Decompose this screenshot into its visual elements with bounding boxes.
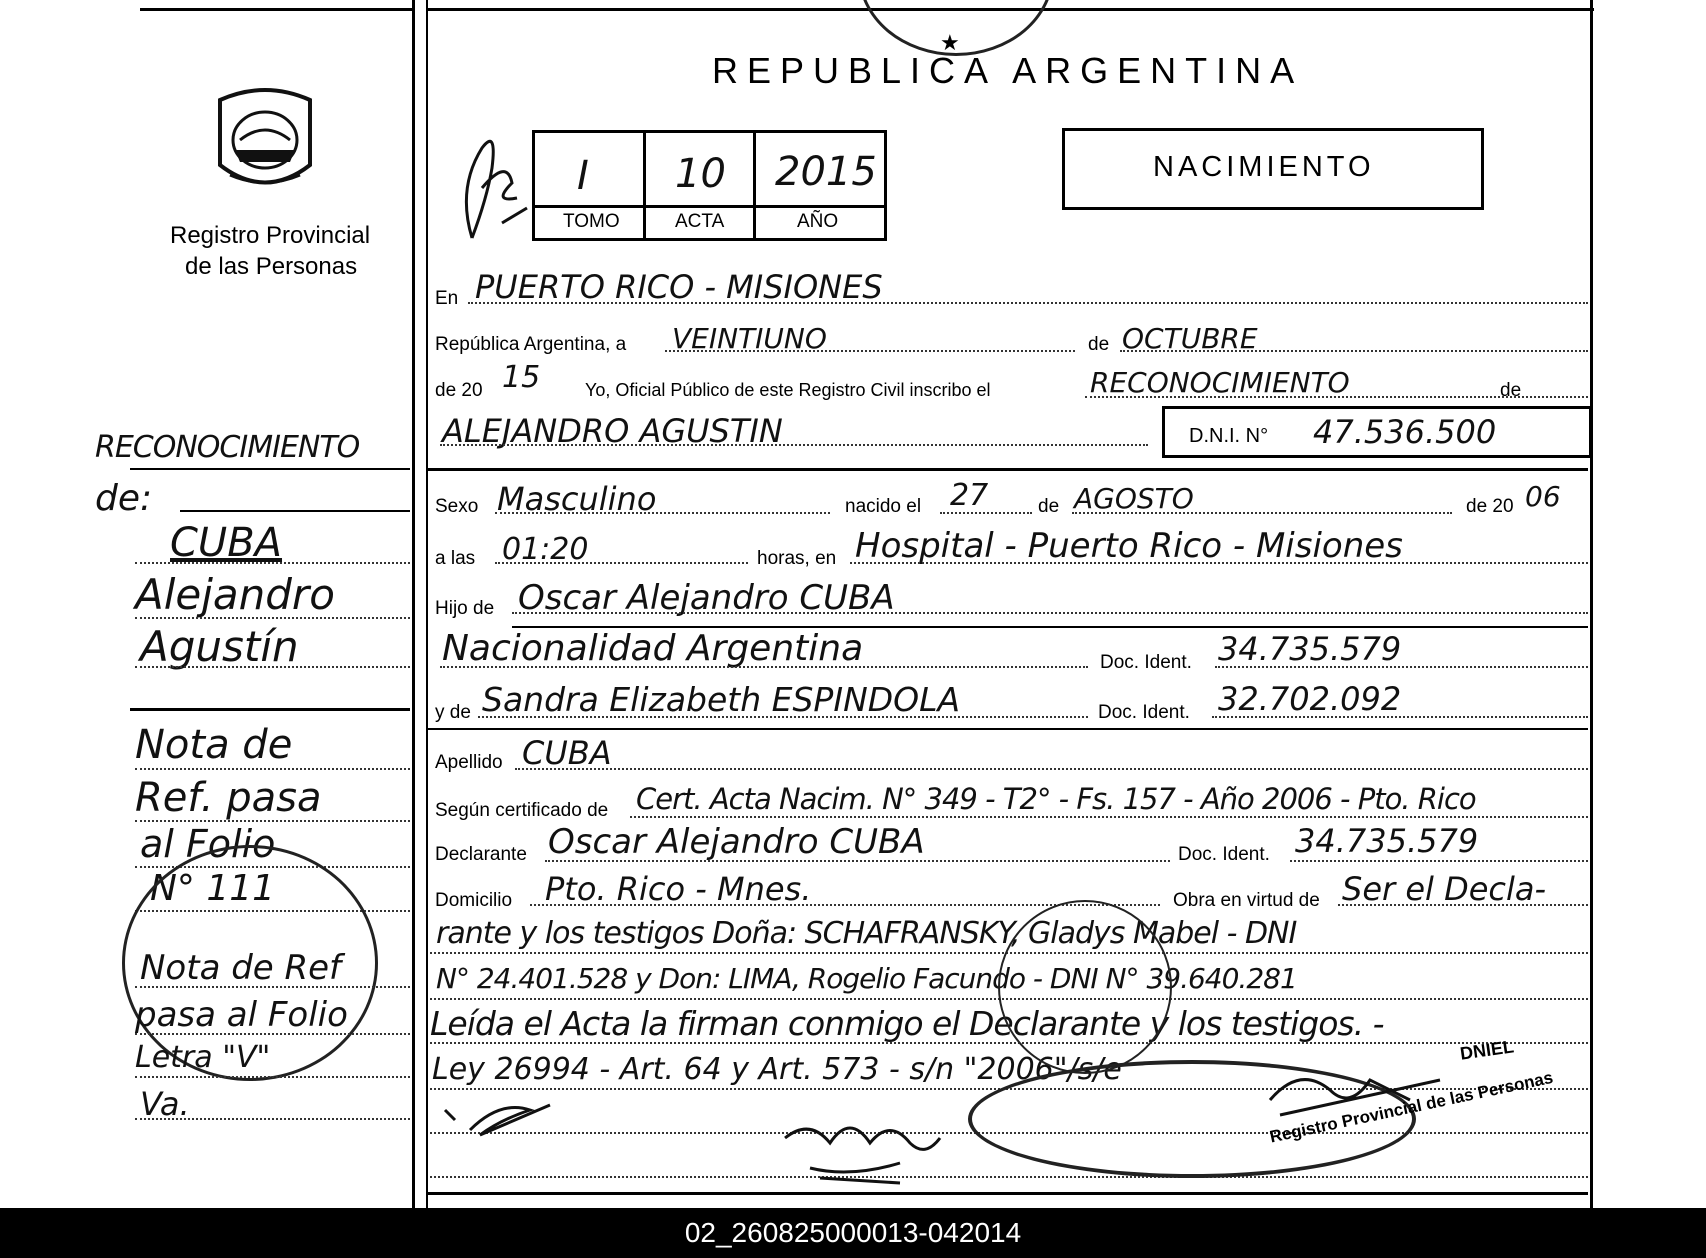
de-label-3: de <box>1038 496 1060 517</box>
sexo-line <box>495 512 830 514</box>
alas-label: a las <box>435 548 476 569</box>
margin-name2: Agustín <box>140 622 299 671</box>
section-rule-2 <box>428 728 1588 730</box>
yde-label: y de <box>435 702 471 723</box>
obra-line <box>1338 904 1588 906</box>
en-value: PUERTO RICO - MISIONES <box>475 268 883 306</box>
declarante-label: Declarante <box>435 844 527 865</box>
registry-stamp-text: Registro Provincial de las Personas <box>1268 1067 1555 1147</box>
obra-value: Ser el Decla- <box>1342 870 1547 908</box>
place-line <box>850 562 1588 564</box>
father-doc-value: 34.735.579 <box>1218 630 1402 668</box>
birth-year-value: 06 <box>1525 480 1561 513</box>
registry-name-line2: de las Personas <box>185 253 358 280</box>
month-line <box>1120 350 1588 352</box>
mother-line <box>478 716 1088 718</box>
stamp-small-text: DNIEL <box>1458 1036 1516 1064</box>
sexo-label: Sexo <box>435 496 479 517</box>
acta-label: ACTA <box>675 211 725 232</box>
note1-line3: al Folio <box>140 822 276 866</box>
declarante-doc-value: 34.735.579 <box>1295 822 1479 860</box>
birth-month-value: AGOSTO <box>1074 482 1194 515</box>
note2-line2: pasa al Folio <box>135 995 348 1035</box>
province-shield-logo <box>210 80 320 200</box>
rep-label: República Argentina, a <box>435 334 627 355</box>
father-value: Oscar Alejandro CUBA <box>518 578 895 618</box>
margin-dotted-10 <box>135 1076 410 1078</box>
margin-dotted-9 <box>135 1033 410 1035</box>
mother-doc-value: 32.702.092 <box>1218 680 1402 718</box>
tomo-value: I <box>577 153 589 199</box>
de20-label-2: de 20 <box>1466 496 1514 517</box>
margin-name1: Alejandro <box>135 570 335 619</box>
acta-value: 10 <box>675 151 726 197</box>
segun-line <box>630 816 1588 818</box>
official-initials-signature <box>452 128 532 248</box>
star-icon: ★ <box>940 30 960 55</box>
bottom-rule <box>428 1192 1588 1195</box>
day-line <box>665 350 1075 352</box>
declarante-value: Oscar Alejandro CUBA <box>548 822 925 862</box>
inner-frame-line <box>426 0 428 1208</box>
en-line <box>468 302 1588 304</box>
domicilio-value: Pto. Rico - Mnes. <box>545 870 812 908</box>
margin-dotted-8 <box>135 986 410 988</box>
year-value: 15 <box>502 360 541 395</box>
registry-name-line1: Registro Provincial <box>170 222 371 249</box>
right-frame-line <box>1590 0 1593 1208</box>
obra-label: Obra en virtud de <box>1173 890 1320 911</box>
top-left-rule <box>140 8 415 11</box>
section-rule-1 <box>428 468 1588 471</box>
declarant-signature <box>440 1090 560 1145</box>
margin-dotted-3 <box>135 666 410 668</box>
de20-label: de 20 <box>435 380 483 401</box>
text-rule-6 <box>430 1176 1588 1178</box>
de-label-2: de <box>1500 380 1522 401</box>
text-line-3: Leída el Acta la firman conmigo el Declarante y los testigos. - <box>430 1004 1384 1043</box>
margin-de-rule <box>180 510 410 512</box>
dni-box <box>1162 406 1592 458</box>
text-rule-3 <box>430 1042 1588 1044</box>
inscribo-value: RECONOCIMIENTO <box>1090 366 1350 399</box>
doc-label-1: Doc. Ident. <box>1100 652 1192 673</box>
apellido-value: CUBA <box>522 734 612 772</box>
middle-round-stamp <box>998 900 1172 1074</box>
mother-value: Sandra Elizabeth ESPINDOLA <box>482 680 961 719</box>
note1-line4: N° 111 <box>150 868 276 909</box>
doc-label-2: Doc. Ident. <box>1098 702 1190 723</box>
text-line-4: Ley 26994 - Art. 64 y Art. 573 - s/n "2006"/s/e <box>432 1052 1122 1087</box>
note2-line3: Letra "V" <box>135 1040 271 1075</box>
father-doc-line <box>1215 666 1588 668</box>
note2-line1: Nota de Ref <box>140 948 342 988</box>
margin-de: de: <box>95 478 153 519</box>
declarante-doc-line <box>1290 860 1588 862</box>
birth-day-value: 27 <box>950 478 989 513</box>
birth-month-line <box>1072 512 1452 514</box>
ano-label: AÑO <box>797 211 839 232</box>
note2-line4: Va. <box>140 1085 190 1123</box>
note1-line1: Nota de <box>135 722 293 768</box>
margin-separator <box>130 708 410 711</box>
child-name-value: ALEJANDRO AGUSTIN <box>442 412 783 450</box>
yo-label: Yo, Oficial Público de este Registro Civil inscribo el <box>585 380 991 400</box>
segun-label: Según certificado de <box>435 800 609 821</box>
day-value: VEINTIUNO <box>672 322 827 355</box>
hour-line <box>495 562 748 564</box>
tomo-label: TOMO <box>563 211 620 232</box>
margin-title-rule <box>130 468 410 470</box>
margin-title: RECONOCIMIENTO <box>95 430 360 465</box>
document-id-footer <box>0 1208 1706 1258</box>
record-type-box <box>1062 128 1484 210</box>
dni-label: D.N.I. N° <box>1189 425 1269 447</box>
witness-signature <box>780 1108 950 1193</box>
mother-doc-line <box>1212 716 1588 718</box>
en-label: En <box>435 288 459 309</box>
record-type: NACIMIENTO <box>1153 151 1375 183</box>
birth-day-line <box>940 512 1032 514</box>
note1-line2: Ref. pasa <box>135 775 322 821</box>
text-line-2: N° 24.401.528 y Don: LIMA, Rogelio Facundo - DNI N° 39.640.281 <box>436 962 1297 995</box>
margin-dotted-2 <box>135 617 410 619</box>
nationality-line <box>440 666 1088 668</box>
father-nationality: Nacionalidad Argentina <box>442 628 864 669</box>
margin-dotted-4 <box>135 768 410 770</box>
margin-dotted-1 <box>135 562 410 564</box>
document-id: 02_260825000013-042014 <box>684 1217 1022 1248</box>
tomo-acta-ano-box <box>532 130 887 241</box>
apellido-label: Apellido <box>435 752 503 773</box>
horas-label: horas, en <box>757 548 837 569</box>
inscribo-line <box>1085 396 1588 398</box>
hour-value: 01:20 <box>502 532 589 567</box>
margin-dotted-11 <box>135 1118 410 1120</box>
margin-surname: CUBA <box>170 520 283 566</box>
apellido-line <box>515 768 1588 770</box>
doc-label-3: Doc. Ident. <box>1178 844 1270 865</box>
domicilio-label: Domicilio <box>435 890 513 911</box>
text-line-1: rante y los testigos Doña: SCHAFRANSKY, Gladys Mabel - DNI <box>436 916 1297 951</box>
ano-value: 2015 <box>775 149 877 195</box>
sexo-value: Masculino <box>497 480 657 518</box>
declarante-line <box>545 860 1170 862</box>
place-value: Hospital - Puerto Rico - Misiones <box>855 526 1403 566</box>
hijo-label: Hijo de <box>435 598 495 619</box>
left-frame-line <box>412 0 415 1208</box>
nacido-label: nacido el <box>845 496 922 517</box>
father-line <box>512 612 1588 614</box>
dni-value: 47.536.500 <box>1313 413 1497 451</box>
segun-value: Cert. Acta Nacim. N° 349 - T2° - Fs. 157 - Año 2006 - Pto. Rico <box>636 782 1476 816</box>
month-value: OCTUBRE <box>1122 322 1258 355</box>
child-name-line <box>440 444 1148 446</box>
country-title: REPUBLICA ARGENTINA <box>712 50 1304 91</box>
de-label-1: de <box>1088 334 1110 355</box>
